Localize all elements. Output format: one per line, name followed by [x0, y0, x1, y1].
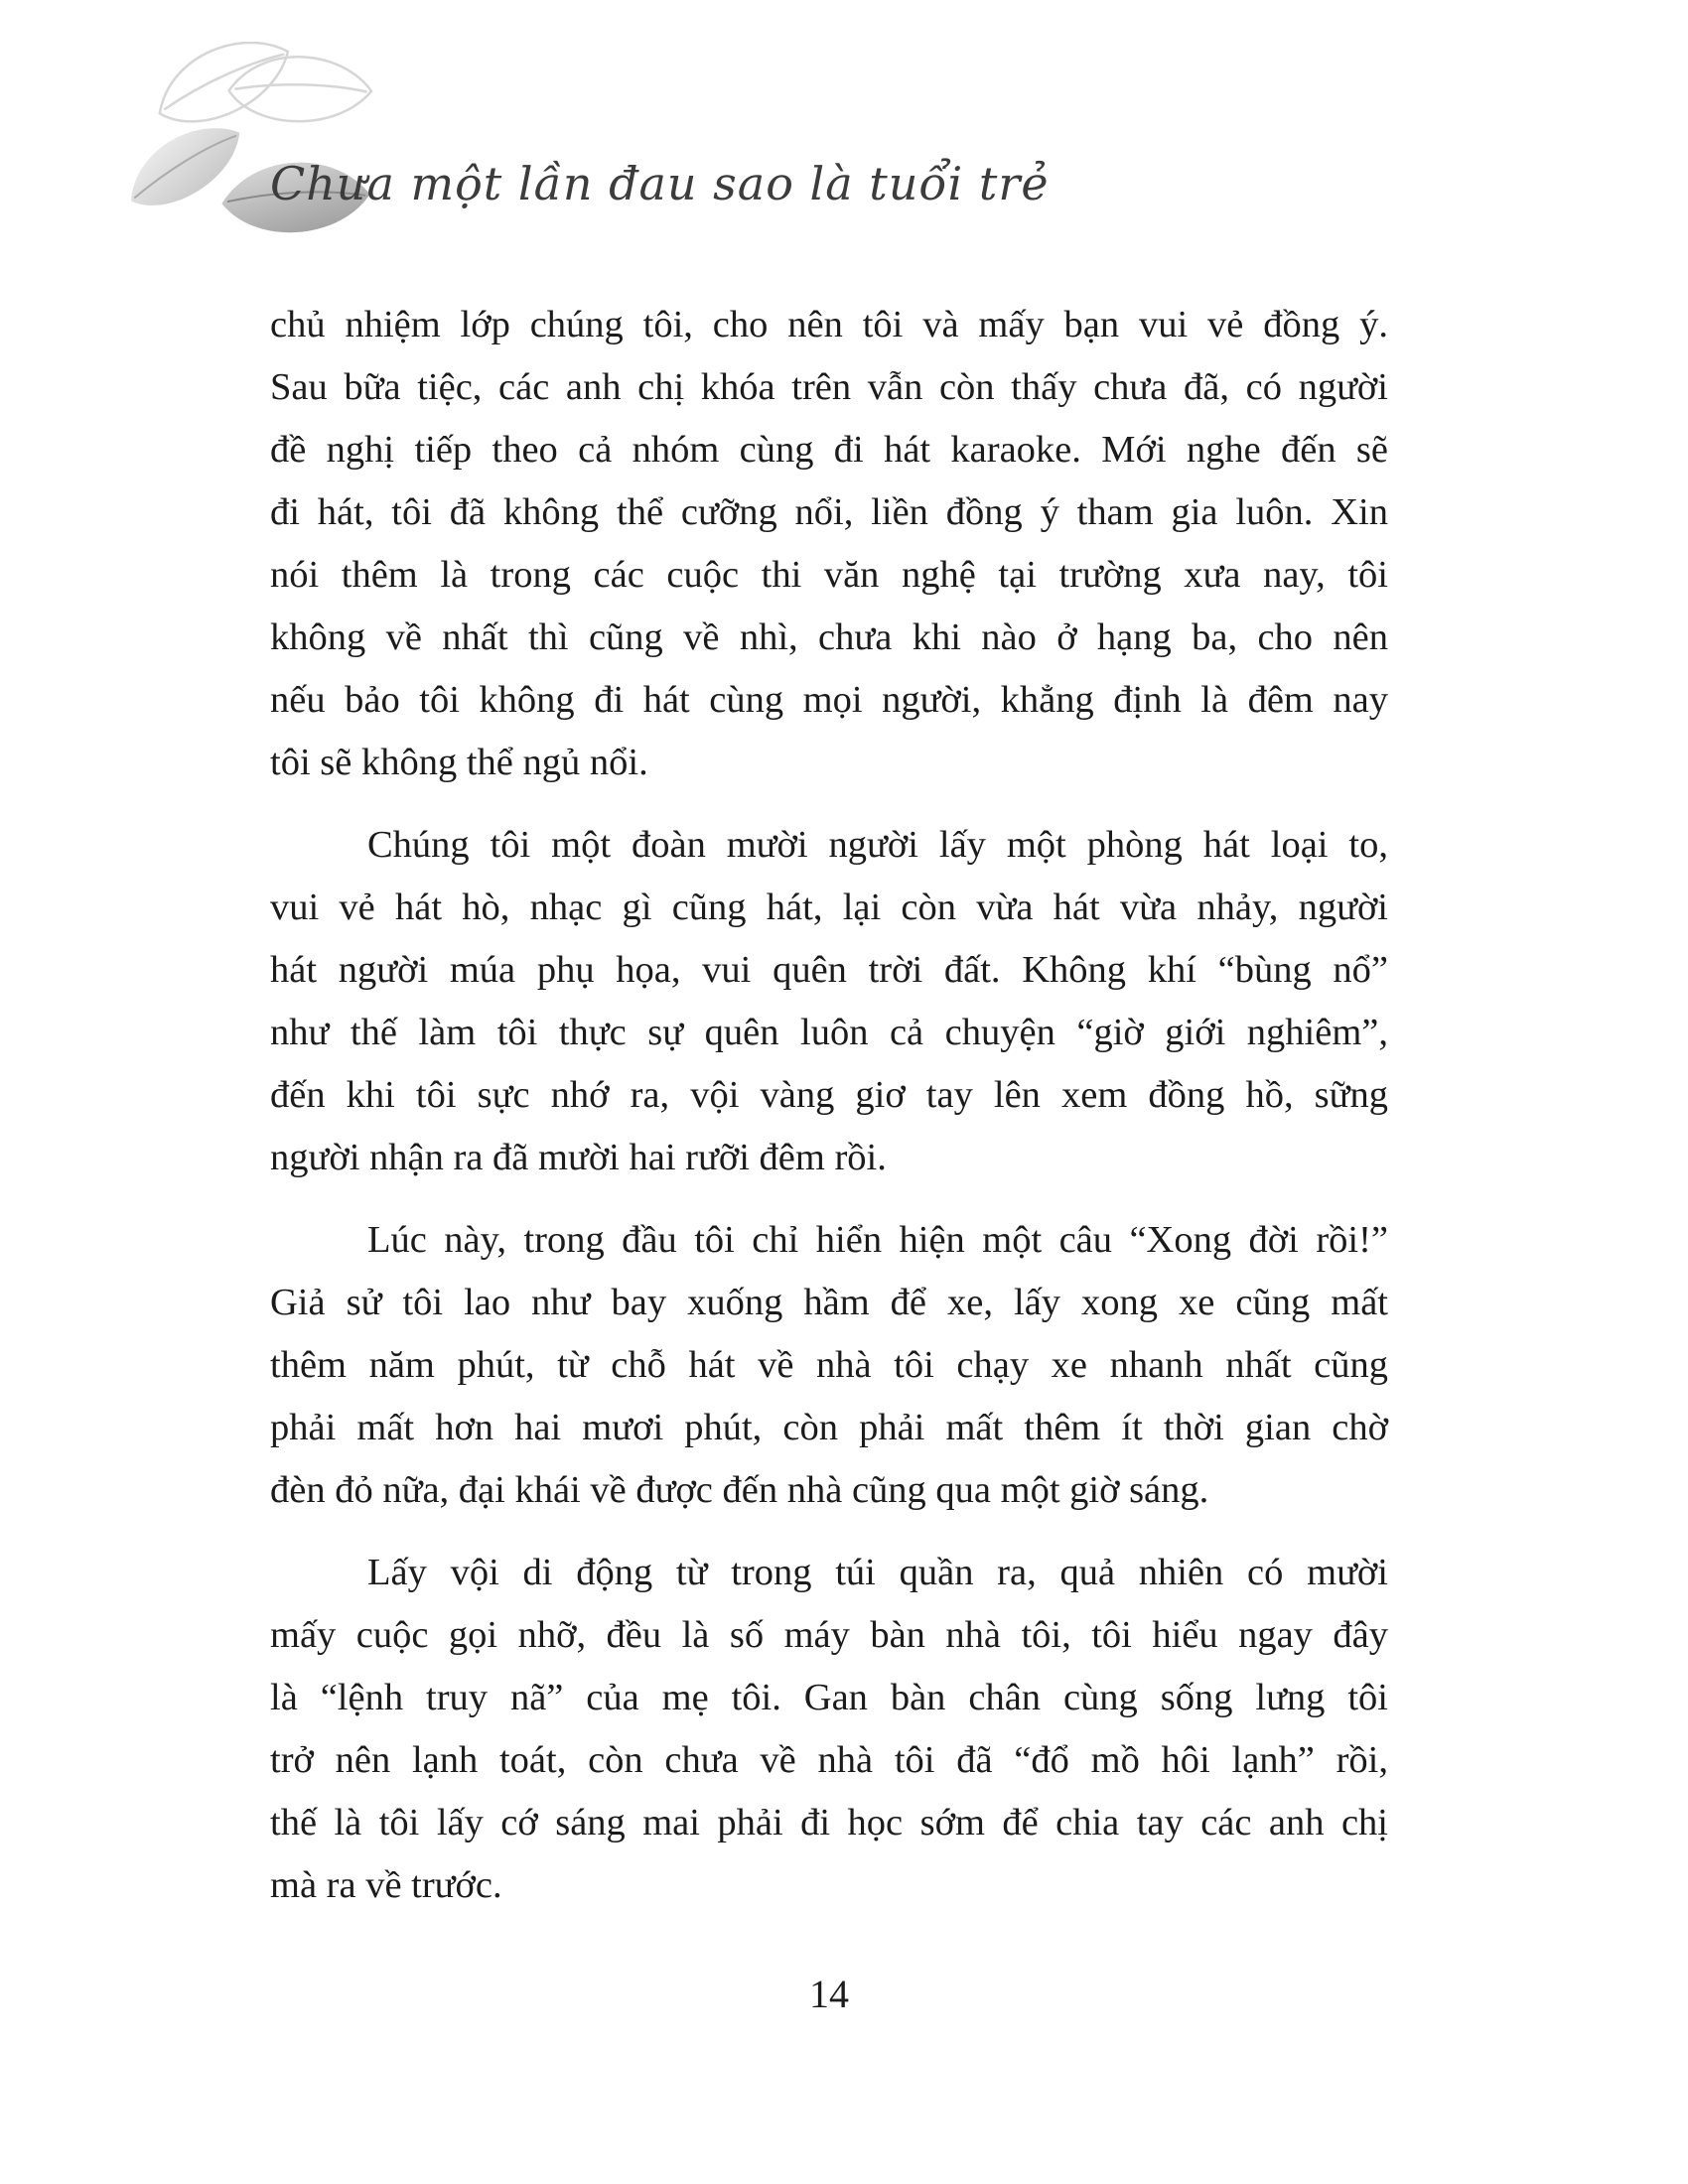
text-line: Giả sử tôi lao như bay xuống hầm để xe, lấy xong xe cũng mất: [270, 1282, 1388, 1323]
text-line: đèn đỏ nữa, đại khái về được đến nhà cũng qua một giờ sáng.: [270, 1469, 1209, 1511]
text-line: vui vẻ hát hò, nhạc gì cũng hát, lại còn vừa hát vừa nhảy, người: [270, 887, 1388, 928]
text-line: Chúng tôi một đoàn mười người lấy một phòng hát loại to,: [367, 824, 1388, 866]
text-line: nếu bảo tôi không đi hát cùng mọi người, khẳng định là đêm nay: [270, 679, 1388, 721]
text-line: Sau bữa tiệc, các anh chị khóa trên vẫn còn thấy chưa đã, có người: [270, 366, 1388, 408]
text-line: phải mất hơn hai mươi phút, còn phải mất thêm ít thời gian chờ: [270, 1407, 1388, 1448]
text-line: đến khi tôi sực nhớ ra, vội vàng giơ tay lên xem đồng hồ, sững: [270, 1074, 1388, 1116]
text-line: mà ra về trước.: [270, 1864, 502, 1906]
paragraph: [270, 1209, 1388, 1522]
running-head-title: Chưa một lần đau sao là tuổi trẻ: [270, 157, 1050, 210]
text-line: nói thêm là trong các cuộc thi văn nghệ tại trường xưa nay, tôi: [270, 554, 1388, 596]
text-line: thêm năm phút, từ chỗ hát về nhà tôi chạy xe nhanh nhất cũng: [270, 1344, 1388, 1386]
text-line: Lấy vội di động từ trong túi quần ra, quả nhiên có mười: [367, 1552, 1388, 1593]
text-line: trở nên lạnh toát, còn chưa về nhà tôi đã “đổ mồ hôi lạnh” rồi,: [270, 1739, 1388, 1781]
text-line: hát người múa phụ họa, vui quên trời đất. Không khí “bùng nổ”: [270, 949, 1388, 991]
text-line: thế là tôi lấy cớ sáng mai phải đi học sớm để chia tay các anh chị: [270, 1802, 1388, 1843]
paragraph: [270, 814, 1388, 1189]
body-text: [270, 294, 1388, 1917]
text-line: đề nghị tiếp theo cả nhóm cùng đi hát karaoke. Mới nghe đến sẽ: [270, 429, 1388, 471]
text-line: mấy cuộc gọi nhỡ, đều là số máy bàn nhà tôi, tôi hiểu ngay đây: [270, 1614, 1388, 1656]
text-line: đi hát, tôi đã không thể cưỡng nổi, liền đồng ý tham gia luôn. Xin: [270, 491, 1388, 533]
text-line: là “lệnh truy nã” của mẹ tôi. Gan bàn chân cùng sống lưng tôi: [270, 1677, 1388, 1718]
text-line: chủ nhiệm lớp chúng tôi, cho nên tôi và mấy bạn vui vẻ đồng ý.: [270, 304, 1388, 345]
text-line: người nhận ra đã mười hai rưỡi đêm rồi.: [270, 1137, 887, 1178]
page-number: 14: [809, 1972, 849, 2016]
paragraph: [270, 294, 1388, 794]
text-line: Lúc này, trong đầu tôi chỉ hiển hiện một câu “Xong đời rồi!”: [367, 1219, 1388, 1261]
text-line: tôi sẽ không thể ngủ nổi.: [270, 742, 648, 783]
text-line: như thế làm tôi thực sự quên luôn cả chuyện “giờ giới nghiêm”,: [270, 1012, 1388, 1053]
text-line: không về nhất thì cũng về nhì, chưa khi nào ở hạng ba, cho nên: [270, 616, 1388, 658]
paragraph: [270, 1542, 1388, 1917]
